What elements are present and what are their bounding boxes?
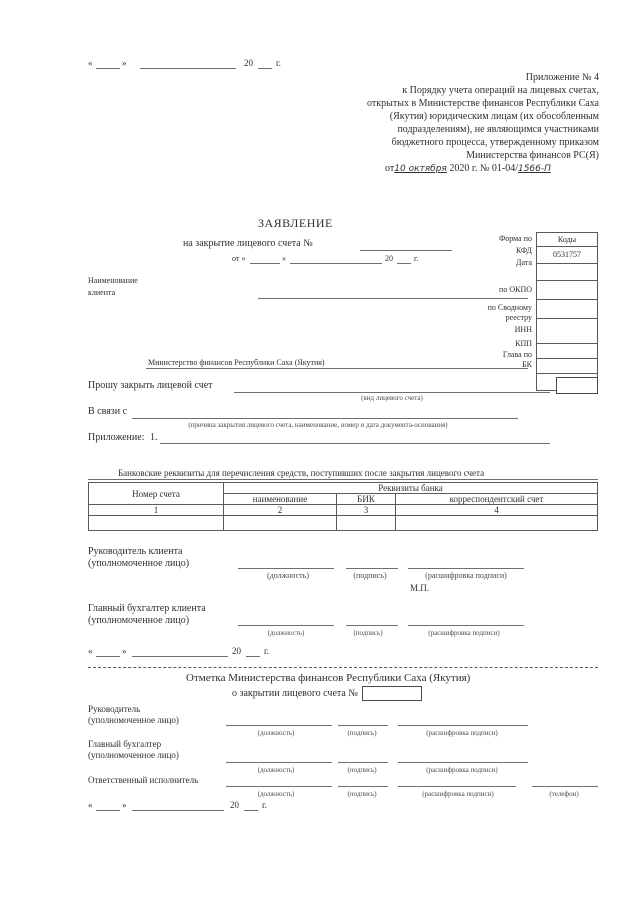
bank-col-account: Номер счета (89, 483, 224, 505)
client-head-position-caption: (должность) (267, 571, 309, 580)
client-accountant-label-2: (уполномоченное лицо) (88, 615, 190, 626)
mark-executor-phone-line (532, 786, 598, 787)
sub-date-close: » (282, 254, 286, 263)
top-date-year-line (258, 68, 272, 69)
code-label-form: КФД (515, 246, 532, 255)
handwritten-date: 10 октября (394, 164, 447, 174)
mark-accountant-signature-line (338, 762, 388, 763)
mark-head-decode-line (398, 725, 528, 726)
bottom-date-g: г. (264, 646, 269, 656)
sub-date-year: 20 (385, 254, 393, 263)
code-form-value: 0531757 (536, 247, 598, 264)
mark-head-label-2: (уполномоченное лицо) (88, 715, 179, 725)
sub-date-month-line (290, 263, 382, 264)
mark-accountant-position-line (226, 762, 332, 763)
sub-date-from: от « (232, 254, 246, 263)
bank-num-2: 2 (224, 505, 337, 516)
code-date-value (536, 264, 598, 281)
bank-col-name: наименование (224, 494, 337, 505)
appendix-line-5: подразделениям), не являющимся участниками (397, 124, 599, 135)
final-date-month-line (132, 810, 224, 811)
bank-value-corr (396, 516, 598, 531)
code-label-glava: Глава по БК (502, 350, 532, 369)
bank-col-requisites: Реквизиты банка (224, 483, 598, 494)
code-label-kpp: КПП (515, 339, 532, 348)
mark-accountant-label-1: Главный бухгалтер (88, 739, 162, 749)
mark-executor-position-caption: (должность) (257, 790, 295, 798)
mark-accountant-signature-caption: (подпись) (347, 766, 377, 774)
final-date-close: » (122, 800, 127, 810)
code-label-form-top: Форма по (498, 234, 532, 243)
client-label-1: Наименование (88, 276, 138, 285)
top-date-close: » (122, 58, 127, 68)
client-label-2: клиента (88, 288, 116, 297)
mark-head-decode-caption: (расшифровка подписи) (426, 729, 498, 737)
sub-date-g: г. (414, 254, 419, 263)
codes-header: Коды (536, 232, 598, 247)
client-accountant-signature-caption: (подпись) (353, 629, 383, 637)
bank-num-4: 4 (396, 505, 598, 516)
appendix-line-3: открытых в Министерстве финансов Республики Саха (367, 98, 599, 109)
mark-head-position-caption: (должность) (257, 729, 295, 737)
cut-line (88, 667, 598, 668)
codes-table (536, 232, 598, 391)
code-inn-value (536, 344, 598, 359)
bottom-date-year: 20 (232, 646, 241, 656)
client-head-decode-caption: (расшифровка подписи) (425, 571, 507, 580)
top-date-year: 20 (244, 58, 253, 68)
bottom-date-open: « (88, 646, 93, 656)
sub-date-day-line (250, 263, 280, 264)
bottom-date-year-line (246, 656, 260, 657)
final-date-open: « (88, 800, 93, 810)
mark-title: Отметка Министерства финансов Республики Саха (Якутия) (186, 672, 471, 684)
mark-executor-signature-caption: (подпись) (347, 790, 377, 798)
appendix-line-1: Приложение № 4 (525, 72, 599, 83)
bank-value-bik (337, 516, 396, 531)
mark-accountant-position-caption: (должность) (257, 766, 295, 774)
bottom-date-close: » (122, 646, 127, 656)
mark-executor-decode-line (398, 786, 516, 787)
handwritten-number: 1566-П (517, 164, 551, 174)
appendix-order: 2020 г. № 01-04/ (449, 163, 518, 174)
client-accountant-decode-caption: (расшифровка подписи) (428, 629, 500, 637)
client-accountant-position-caption: (должность) (267, 629, 305, 637)
bank-col-corr: корреспондентский счет (396, 494, 598, 505)
ministry-line (146, 368, 528, 369)
bank-value-account (89, 516, 224, 531)
mark-executor-phone-caption: (телефон) (549, 790, 579, 798)
top-date-g: г. (276, 58, 281, 68)
bank-num-1: 1 (89, 505, 224, 516)
appendix-line-6: бюджетного процесса, утвержденному приказом (391, 137, 599, 148)
mark-accountant-decode-line (398, 762, 528, 763)
code-empty-value (536, 281, 598, 300)
reason-line (132, 418, 518, 419)
attachment-line (160, 443, 550, 444)
final-date-year-line (244, 810, 258, 811)
final-date-day-line (96, 810, 120, 811)
client-head-label-1: Руководитель клиента (88, 546, 183, 557)
final-date-g: г. (262, 800, 267, 810)
client-name-line (258, 298, 528, 299)
document-subtitle: на закрытие лицевого счета № (183, 238, 313, 249)
code-label-registry: по Сводному реестру (487, 303, 532, 322)
ministry-name: Министерство финансов Республики Саха (Якутия) (148, 358, 325, 367)
reason-caption: (причина закрытия лицевого счета, наименование, номер и дата документа-основания) (188, 421, 448, 429)
client-head-signature-line (346, 568, 398, 569)
bank-col-bik: БИК (337, 494, 396, 505)
attachment-number: 1. (150, 432, 158, 443)
client-accountant-signature-line (346, 625, 398, 626)
account-type-caption: (вид лицевого счета) (361, 394, 423, 402)
bank-heading-line (88, 479, 598, 480)
code-label-inn: ИНН (514, 325, 532, 334)
client-accountant-decode-line (408, 625, 524, 626)
appendix-from: от (385, 163, 395, 174)
bank-table (88, 482, 598, 531)
final-date-year: 20 (230, 800, 239, 810)
request-text: Прошу закрыть лицевой счет (88, 380, 213, 391)
appendix-line-7: Министерства финансов РС(Я) (466, 150, 599, 161)
code-kpp-value (536, 359, 598, 374)
mark-executor-decode-caption: (расшифровка подписи) (422, 790, 494, 798)
appendix-line-8 (385, 163, 551, 174)
client-head-position-line (238, 568, 334, 569)
code-okpo-value (536, 300, 598, 319)
bottom-date-day-line (96, 656, 120, 657)
code-label-date: Дата (516, 258, 532, 267)
mark-executor-signature-line (338, 786, 388, 787)
document-title: ЗАЯВЛЕНИЕ (258, 216, 333, 230)
attachment-label: Приложение: (88, 432, 145, 443)
sub-date-year-line (397, 263, 411, 264)
mark-accountant-label-2: (уполномоченное лицо) (88, 750, 179, 760)
mark-account-box (362, 686, 422, 701)
reason-label: В связи с (88, 406, 128, 417)
mark-subtitle: о закрытии лицевого счета № (232, 688, 358, 699)
top-date-month-line (140, 68, 236, 69)
client-accountant-label-1: Главный бухгалтер клиента (88, 603, 206, 614)
bottom-date-month-line (132, 656, 228, 657)
code-registry-value (536, 319, 598, 344)
mark-executor-label: Ответственный исполнитель (88, 775, 199, 785)
mark-executor-position-line (226, 786, 332, 787)
mark-accountant-decode-caption: (расшифровка подписи) (426, 766, 498, 774)
account-type-line (234, 392, 550, 393)
top-date-day-line (96, 68, 120, 69)
client-head-label-2: (уполномоченное лицо) (88, 558, 190, 569)
appendix-line-2: к Порядку учета операций на лицевых счетах, (402, 85, 599, 96)
bank-heading: Банковские реквизиты для перечисления средств, поступивших после закрытия лицевого счета (118, 468, 485, 478)
mark-head-signature-line (338, 725, 388, 726)
client-head-signature-caption: (подпись) (353, 571, 387, 580)
stamp-place: М.П. (410, 583, 430, 593)
bank-num-3: 3 (337, 505, 396, 516)
client-head-decode-line (408, 568, 524, 569)
code-label-okpo: по ОКПО (499, 285, 532, 294)
bank-value-name (224, 516, 337, 531)
appendix-line-4: (Якутия) юридическим лицам (их обособленным (389, 111, 599, 122)
account-number-line (360, 250, 452, 251)
mark-head-position-line (226, 725, 332, 726)
mark-head-label-1: Руководитель (88, 704, 141, 714)
account-type-box (556, 377, 598, 394)
top-date-open: « (88, 58, 93, 68)
client-accountant-position-line (238, 625, 334, 626)
mark-head-signature-caption: (подпись) (347, 729, 377, 737)
